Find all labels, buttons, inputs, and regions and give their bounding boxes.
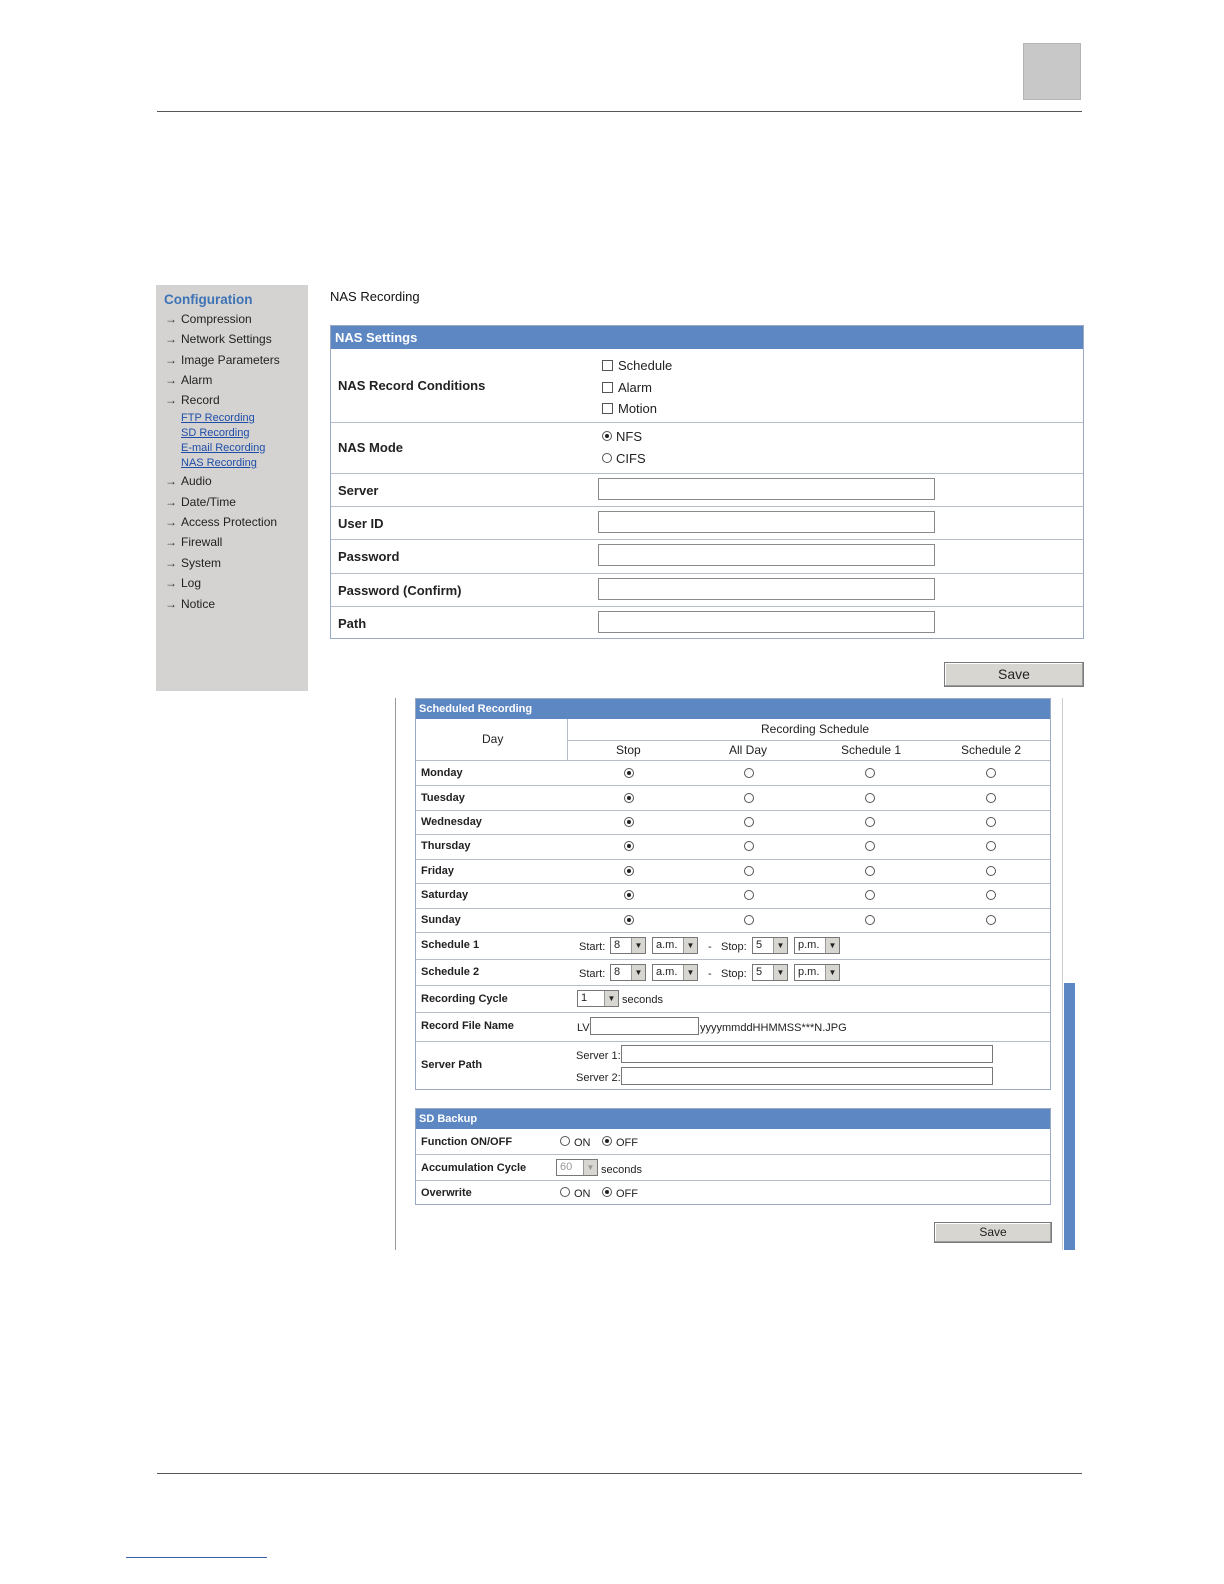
start-text: Start: bbox=[579, 968, 606, 980]
chevron-down-icon: ▼ bbox=[683, 965, 697, 980]
day-label: Thursday bbox=[421, 840, 471, 852]
tuesday-schedule-1-radio[interactable] bbox=[865, 793, 875, 803]
file-name-suffix: yyyymmddHHMMSS***N.JPG bbox=[700, 1022, 847, 1034]
schedule-header-row bbox=[416, 719, 1050, 760]
schedule-2-stop-ampm-select[interactable]: p.m. ▼ bbox=[794, 964, 840, 981]
schedule-1-start-ampm-select[interactable]: a.m. ▼ bbox=[652, 937, 698, 954]
password-label: Password bbox=[338, 549, 400, 564]
chevron-down-icon: ▼ bbox=[631, 938, 645, 953]
user-id-label: User ID bbox=[338, 516, 384, 531]
header-rule bbox=[157, 111, 1082, 112]
day-label: Saturday bbox=[421, 889, 469, 901]
sidebar-item-network-settings[interactable]: → Network Settings bbox=[165, 332, 272, 346]
nas-mode-row bbox=[331, 422, 1083, 473]
sidebar-item-notice[interactable]: → Notice bbox=[165, 597, 216, 611]
function-label: Function ON/OFF bbox=[421, 1136, 513, 1148]
nas-settings-panel bbox=[330, 325, 1084, 639]
arrow-right-icon: → bbox=[165, 515, 177, 529]
day-label: Wednesday bbox=[421, 816, 482, 828]
recording-schedule-header: Recording Schedule bbox=[761, 722, 870, 736]
page-title: NAS Recording bbox=[330, 289, 420, 304]
mode-nfs-radio[interactable]: NFS bbox=[602, 429, 642, 444]
path-label: Path bbox=[338, 616, 367, 631]
server-1-label: Server 1: bbox=[576, 1050, 621, 1062]
subheader-divider bbox=[568, 740, 1050, 741]
server-label: Server bbox=[338, 483, 379, 498]
sd-backup-panel bbox=[415, 1108, 1051, 1205]
sd-save-button[interactable]: Save bbox=[934, 1222, 1052, 1243]
password-confirm-label: Password (Confirm) bbox=[338, 583, 462, 598]
friday-schedule-2-radio[interactable] bbox=[986, 866, 996, 876]
accumulation-select[interactable]: 60 ▼ bbox=[556, 1159, 598, 1176]
file-name-prefix: LV bbox=[577, 1022, 590, 1034]
sunday-schedule-1-radio[interactable] bbox=[865, 915, 875, 925]
sidebar-link-ftp-recording[interactable]: FTP Recording bbox=[181, 412, 255, 424]
checkbox-icon bbox=[602, 382, 613, 393]
function-on-radio[interactable]: ON bbox=[560, 1136, 591, 1149]
thursday-schedule-1-radio[interactable] bbox=[865, 841, 875, 851]
overwrite-on-radio[interactable]: ON bbox=[560, 1187, 591, 1200]
sidebar-item-access-protection[interactable]: → Access Protection bbox=[165, 515, 278, 529]
friday-schedule-1-radio[interactable] bbox=[865, 866, 875, 876]
footer-rule bbox=[157, 1473, 1082, 1474]
accumulation-label: Accumulation Cycle bbox=[421, 1162, 527, 1174]
chevron-down-icon: ▼ bbox=[683, 938, 697, 953]
scheduled-recording-header: Scheduled Recording bbox=[416, 699, 1050, 719]
record-file-name-label: Record File Name bbox=[421, 1020, 514, 1032]
schedule-1-start-hour-select[interactable]: 8 ▼ bbox=[610, 937, 646, 954]
user-id-row bbox=[331, 506, 1083, 539]
server-2-label: Server 2: bbox=[576, 1072, 621, 1084]
tuesday-stop-radio[interactable] bbox=[624, 793, 634, 803]
path-input[interactable] bbox=[598, 611, 935, 633]
condition-motion-checkbox[interactable]: Motion bbox=[602, 401, 657, 416]
page-marker-box bbox=[1023, 43, 1081, 100]
thursday-stop-radio[interactable] bbox=[624, 841, 634, 851]
day-row-friday bbox=[416, 859, 1050, 883]
server-1-input[interactable] bbox=[621, 1045, 993, 1063]
password-row bbox=[331, 539, 1083, 573]
mode-cifs-radio[interactable]: CIFS bbox=[602, 451, 646, 466]
overwrite-off-radio[interactable]: OFF bbox=[602, 1187, 638, 1200]
sunday-schedule-2-radio[interactable] bbox=[986, 915, 996, 925]
day-label: Sunday bbox=[421, 914, 461, 926]
record-conditions-label: NAS Record Conditions bbox=[338, 378, 486, 393]
column-schedule-2: Schedule 2 bbox=[961, 743, 1022, 757]
stop-text: Stop: bbox=[721, 968, 747, 980]
monday-schedule-1-radio[interactable] bbox=[865, 768, 875, 778]
overwrite-label: Overwrite bbox=[421, 1187, 472, 1199]
sidebar-title: Configuration bbox=[164, 292, 253, 307]
saturday-schedule-1-radio[interactable] bbox=[865, 890, 875, 900]
saturday-stop-radio[interactable] bbox=[624, 890, 634, 900]
day-column-header: Day bbox=[482, 732, 504, 746]
arrow-right-icon: → bbox=[165, 353, 177, 367]
chevron-down-icon: ▼ bbox=[583, 1160, 597, 1175]
chevron-down-icon: ▼ bbox=[631, 965, 645, 980]
friday-all-day-radio[interactable] bbox=[744, 866, 754, 876]
range-dash: - bbox=[708, 968, 712, 980]
sd-backup-header: SD Backup bbox=[416, 1109, 1050, 1129]
arrow-right-icon: → bbox=[165, 495, 177, 509]
recording-cycle-unit: seconds bbox=[622, 994, 663, 1006]
accumulation-unit: seconds bbox=[601, 1164, 642, 1176]
file-name-input[interactable] bbox=[590, 1017, 699, 1035]
nas-mode-label: NAS Mode bbox=[338, 440, 403, 455]
recording-cycle-label: Recording Cycle bbox=[421, 993, 508, 1005]
sidebar-item-record[interactable]: → Record bbox=[165, 393, 220, 407]
server-row bbox=[331, 473, 1083, 506]
arrow-right-icon: → bbox=[165, 535, 177, 549]
checkbox-icon bbox=[602, 403, 613, 414]
sidebar-item-firewall[interactable]: → Firewall bbox=[165, 535, 223, 549]
radio-selected-icon bbox=[602, 1136, 612, 1146]
path-row bbox=[331, 606, 1083, 639]
saturday-all-day-radio[interactable] bbox=[744, 890, 754, 900]
sidebar-item-audio[interactable]: → Audio bbox=[165, 474, 212, 488]
monday-stop-radio[interactable] bbox=[624, 768, 634, 778]
tuesday-schedule-2-radio[interactable] bbox=[986, 793, 996, 803]
day-row-monday bbox=[416, 760, 1050, 785]
range-dash: - bbox=[708, 941, 712, 953]
tuesday-all-day-radio[interactable] bbox=[744, 793, 754, 803]
function-row bbox=[416, 1129, 1050, 1154]
chevron-down-icon: ▼ bbox=[773, 965, 787, 980]
friday-stop-radio[interactable] bbox=[624, 866, 634, 876]
sidebar-item-compression[interactable]: → Compression bbox=[165, 312, 252, 326]
chevron-down-icon: ▼ bbox=[825, 965, 839, 980]
nas-save-button[interactable]: Save bbox=[944, 662, 1084, 687]
scrollbar-thumb[interactable] bbox=[1064, 983, 1075, 1250]
recording-cycle-select[interactable]: 1 ▼ bbox=[577, 990, 619, 1007]
schedule-2-start-hour-select[interactable]: 8 ▼ bbox=[610, 964, 646, 981]
sidebar-link-nas-recording[interactable]: NAS Recording bbox=[181, 457, 257, 469]
radio-selected-icon bbox=[602, 1187, 612, 1197]
day-row-thursday bbox=[416, 834, 1050, 859]
schedule-1-label: Schedule 1 bbox=[421, 939, 480, 951]
saturday-schedule-2-radio[interactable] bbox=[986, 890, 996, 900]
arrow-right-icon: → bbox=[165, 597, 177, 611]
recording-cycle-row bbox=[416, 985, 1050, 1012]
schedule-1-stop-ampm-select[interactable]: p.m. ▼ bbox=[794, 937, 840, 954]
wednesday-all-day-radio[interactable] bbox=[744, 817, 754, 827]
arrow-right-icon: → bbox=[165, 393, 177, 407]
column-all-day: All Day bbox=[729, 743, 768, 757]
scheduled-recording-panel bbox=[415, 698, 1051, 1090]
schedule-1-row bbox=[416, 932, 1050, 959]
record-conditions-row bbox=[331, 349, 1083, 422]
panel-left-border bbox=[395, 698, 396, 1250]
chevron-down-icon: ▼ bbox=[604, 991, 618, 1006]
monday-schedule-2-radio[interactable] bbox=[986, 768, 996, 778]
accumulation-row bbox=[416, 1154, 1050, 1180]
sidebar-item-system[interactable]: → System bbox=[165, 556, 222, 570]
sidebar-link-sd-recording[interactable]: SD Recording bbox=[181, 427, 250, 439]
chevron-down-icon: ▼ bbox=[773, 938, 787, 953]
radio-icon bbox=[602, 453, 612, 463]
sunday-stop-radio[interactable] bbox=[624, 915, 634, 925]
nas-settings-header: NAS Settings bbox=[331, 326, 1083, 349]
day-row-sunday bbox=[416, 908, 1050, 932]
arrow-right-icon: → bbox=[165, 576, 177, 590]
server-2-input[interactable] bbox=[621, 1067, 993, 1085]
schedule-2-row bbox=[416, 959, 1050, 985]
wednesday-schedule-2-radio[interactable] bbox=[986, 817, 996, 827]
arrow-right-icon: → bbox=[165, 474, 177, 488]
chevron-down-icon: ▼ bbox=[825, 938, 839, 953]
password-input[interactable] bbox=[598, 544, 935, 566]
user-id-input[interactable] bbox=[598, 511, 935, 533]
monday-all-day-radio[interactable] bbox=[744, 768, 754, 778]
wednesday-stop-radio[interactable] bbox=[624, 817, 634, 827]
stop-text: Stop: bbox=[721, 941, 747, 953]
arrow-right-icon: → bbox=[165, 312, 177, 326]
column-schedule-1: Schedule 1 bbox=[841, 743, 902, 757]
radio-icon bbox=[560, 1136, 570, 1146]
day-row-wednesday bbox=[416, 810, 1050, 834]
day-row-tuesday bbox=[416, 785, 1050, 810]
day-row-saturday bbox=[416, 883, 1050, 908]
condition-schedule-checkbox[interactable]: Schedule bbox=[602, 358, 672, 373]
thursday-schedule-2-radio[interactable] bbox=[986, 841, 996, 851]
overwrite-row bbox=[416, 1180, 1050, 1205]
arrow-right-icon: → bbox=[165, 556, 177, 570]
arrow-right-icon: → bbox=[165, 332, 177, 346]
day-label: Tuesday bbox=[421, 792, 465, 804]
schedule-2-label: Schedule 2 bbox=[421, 966, 480, 978]
schedule-2-stop-hour-select[interactable]: 5 ▼ bbox=[752, 964, 788, 981]
password-confirm-input[interactable] bbox=[598, 578, 935, 600]
server-input[interactable] bbox=[598, 478, 935, 500]
server-path-row bbox=[416, 1041, 1050, 1090]
sidebar-link-email-recording[interactable]: E-mail Recording bbox=[181, 442, 266, 454]
sunday-all-day-radio[interactable] bbox=[744, 915, 754, 925]
sidebar-item-image-parameters[interactable]: → Image Parameters bbox=[165, 353, 280, 367]
footer-link-underline bbox=[126, 1557, 267, 1558]
day-label: Monday bbox=[421, 767, 463, 779]
condition-alarm-checkbox[interactable]: Alarm bbox=[602, 380, 652, 395]
server-path-label: Server Path bbox=[421, 1059, 483, 1071]
arrow-right-icon: → bbox=[165, 373, 177, 387]
function-off-radio[interactable]: OFF bbox=[602, 1136, 638, 1149]
day-label: Friday bbox=[421, 865, 455, 877]
schedule-1-stop-hour-select[interactable]: 5 ▼ bbox=[752, 937, 788, 954]
record-file-name-row bbox=[416, 1012, 1050, 1041]
checkbox-icon bbox=[602, 360, 613, 371]
config-sidebar bbox=[156, 285, 308, 691]
sidebar-item-date-time[interactable]: → Date/Time bbox=[165, 495, 236, 509]
sidebar-item-alarm[interactable]: → Alarm bbox=[165, 373, 213, 387]
column-stop: Stop bbox=[616, 743, 641, 757]
sidebar-item-log[interactable]: → Log bbox=[165, 576, 202, 590]
radio-selected-icon bbox=[602, 431, 612, 441]
start-text: Start: bbox=[579, 941, 606, 953]
radio-icon bbox=[560, 1187, 570, 1197]
schedule-2-start-ampm-select[interactable]: a.m. ▼ bbox=[652, 964, 698, 981]
wednesday-schedule-1-radio[interactable] bbox=[865, 817, 875, 827]
password-confirm-row bbox=[331, 573, 1083, 606]
thursday-all-day-radio[interactable] bbox=[744, 841, 754, 851]
